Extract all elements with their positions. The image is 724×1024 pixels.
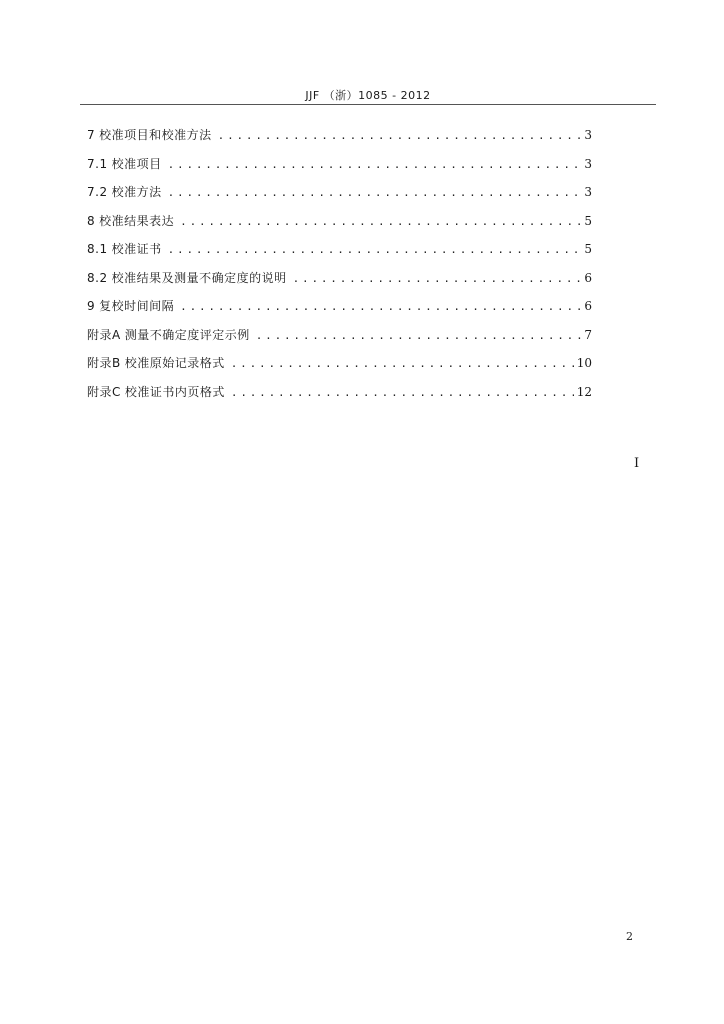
toc-entry[interactable] bbox=[87, 211, 592, 240]
toc-entry[interactable] bbox=[87, 125, 592, 154]
toc-entry-number: 8.1 bbox=[87, 242, 108, 256]
toc-entry-title: 测量不确定度评定示例 bbox=[124, 327, 250, 342]
toc-entry[interactable] bbox=[87, 296, 592, 325]
toc-entry-page: 6 bbox=[584, 299, 592, 313]
toc-entry-title: 校准证书内页格式 bbox=[124, 384, 225, 399]
toc-dot-leader bbox=[231, 354, 574, 374]
toc-entry-title: 校准方法 bbox=[111, 185, 162, 199]
toc-entry-page: 5 bbox=[584, 242, 592, 256]
toc-dot-leader bbox=[231, 383, 574, 403]
roman-page-marker: I bbox=[634, 456, 640, 471]
toc-entry-title: 校准结果及测量不确定度的说明 bbox=[111, 270, 287, 285]
toc-entry-title: 复校时间间隔 bbox=[99, 299, 175, 313]
toc-entry-page: 10 bbox=[576, 356, 592, 370]
toc-entry-number: 附录B bbox=[87, 356, 121, 370]
toc-entry-page: 5 bbox=[584, 213, 592, 228]
toc-entry[interactable] bbox=[87, 154, 592, 183]
toc-entry-title: 校准结果表达 bbox=[99, 213, 175, 228]
toc-entry-number: 7.2 bbox=[87, 185, 108, 199]
toc-entry-page: 3 bbox=[584, 128, 592, 142]
toc-entry[interactable] bbox=[87, 382, 592, 411]
toc-entry[interactable] bbox=[87, 239, 592, 268]
toc-dot-leader bbox=[168, 183, 582, 203]
table-of-contents bbox=[87, 125, 592, 410]
toc-entry[interactable] bbox=[87, 325, 592, 354]
page-number: 2 bbox=[626, 930, 633, 943]
toc-dot-leader bbox=[218, 126, 582, 146]
header-rule bbox=[80, 104, 656, 105]
toc-entry-page: 3 bbox=[584, 185, 592, 199]
toc-dot-leader bbox=[168, 240, 582, 260]
toc-entry-number: 8 bbox=[87, 213, 96, 228]
toc-entry-title: 校准证书 bbox=[111, 242, 162, 256]
toc-entry[interactable] bbox=[87, 268, 592, 297]
toc-entry-number: 7 bbox=[87, 128, 96, 142]
toc-entry-number: 附录C bbox=[87, 384, 121, 399]
toc-entry-title: 校准项目和校准方法 bbox=[99, 128, 212, 142]
toc-entry-title: 校准项目 bbox=[111, 156, 162, 171]
toc-entry-number: 附录A bbox=[87, 327, 121, 342]
toc-entry-page: 3 bbox=[584, 156, 592, 171]
running-header: JJF （浙）1085 - 2012 bbox=[305, 89, 431, 102]
toc-dot-leader bbox=[293, 269, 582, 289]
toc-entry[interactable] bbox=[87, 182, 592, 211]
toc-entry-number: 8.2 bbox=[87, 270, 108, 285]
toc-entry-page: 6 bbox=[584, 270, 592, 285]
toc-entry-title: 校准原始记录格式 bbox=[124, 356, 225, 370]
toc-entry-page: 12 bbox=[576, 384, 592, 399]
toc-entry-number: 7.1 bbox=[87, 156, 108, 171]
toc-entry[interactable] bbox=[87, 353, 592, 382]
toc-dot-leader bbox=[180, 297, 581, 317]
toc-entry-page: 7 bbox=[584, 327, 592, 342]
toc-dot-leader bbox=[180, 212, 581, 232]
toc-dot-leader bbox=[168, 155, 582, 175]
toc-entry-number: 9 bbox=[87, 299, 96, 313]
toc-dot-leader bbox=[256, 326, 582, 346]
